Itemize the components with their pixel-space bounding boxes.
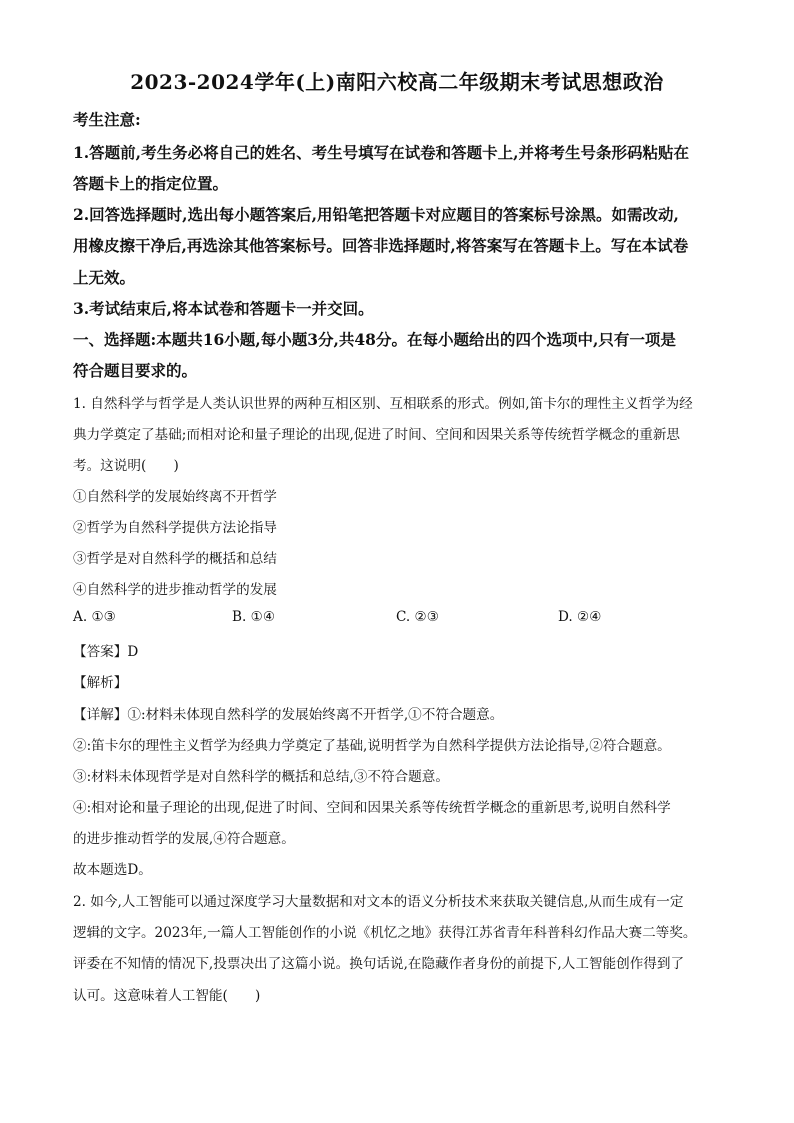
notice-item-1-line-2: 答题卡上的指定位置。 (73, 174, 229, 193)
answer-value: D (127, 644, 139, 660)
q1-detail-line-5: 的进步推动哲学的发展,④符合题意。 (73, 831, 295, 847)
q1-option-c: C. ②③ (396, 609, 439, 625)
q1-stem-line-2: 典力学奠定了基础;而相对论和量子理论的出现,促进了时间、空间和因果关系等传统哲学概念的重新思 (73, 427, 681, 443)
q2-stem-line-1: 2. 如今,人工智能可以通过深度学习大量数据和对文本的语义分析技术来获取关键信息,从而生成有一定 (73, 894, 684, 910)
q1-statement-1: ①自然科学的发展始终离不开哲学 (73, 489, 277, 505)
q1-conclusion: 故本题选D。 (73, 862, 152, 878)
q1-stem-line-3: 考。这说明( ) (73, 458, 179, 474)
q1-detail-line-1 (73, 703, 503, 723)
q1-option-a: A. ①③ (73, 609, 116, 625)
q1-analysis-tag: 【解析】 (73, 675, 128, 691)
q2-stem-line-4: 认可。这意味着人工智能( ) (73, 988, 261, 1004)
section-heading-line-1: 一、选择题:本题共16小题,每小题3分,共48分。在每小题给出的四个选项中,只有一项是 (73, 330, 676, 349)
q1-option-d: D. ②④ (558, 609, 602, 625)
notice-item-1-line-1: 1.答题前,考生务必将自己的姓名、考生号填写在试卷和答题卡上,并将考生号条形码粘贴在 (73, 143, 689, 162)
exam-title: 2023-2024学年(上)南阳六校高二年级期末考试思想政治 (130, 70, 664, 94)
q1-statement-3: ③哲学是对自然科学的概括和总结 (73, 551, 277, 567)
notice-heading: 考生注意: (73, 110, 141, 129)
q1-detail-line-3: ③:材料未体现哲学是对自然科学的概括和总结,③不符合题意。 (73, 769, 449, 785)
notice-item-2-line-1: 2.回答选择题时,选出每小题答案后,用铅笔把答题卡对应题目的答案标号涂黑。如需改动, (73, 205, 679, 224)
q1-option-b: B. ①④ (232, 609, 276, 625)
section-heading-line-2: 符合题目要求的。 (73, 361, 198, 380)
detail-tag: 【详解】 (73, 707, 128, 723)
q2-stem-line-3: 评委在不知情的情况下,投票决出了这篇小说。换句话说,在隐藏作者身份的前提下,人工智能创作得到了 (73, 956, 685, 972)
q2-stem-line-2: 逻辑的文字。2023年,一篇人工智能创作的小说《机忆之地》获得江苏省青年科普科幻作品大赛二等奖。 (73, 925, 697, 941)
q1-statement-2: ②哲学为自然科学提供方法论指导 (73, 520, 277, 536)
q1-answer (73, 640, 138, 660)
q1-statement-4: ④自然科学的进步推动哲学的发展 (73, 582, 277, 598)
q1-detail-line-2: ②:笛卡尔的理性主义哲学为经典力学奠定了基础,说明哲学为自然科学提供方法论指导,②符合题意。 (73, 738, 671, 754)
q1-detail-line-4: ④:相对论和量子理论的出现,促进了时间、空间和因果关系等传统哲学概念的重新思考,说明自然科学 (73, 800, 671, 816)
notice-item-2-line-3: 上无效。 (73, 268, 136, 287)
detail-text-1: ①:材料未体现自然科学的发展始终离不开哲学,①不符合题意。 (127, 707, 504, 723)
q1-stem-line-1: 1. 自然科学与哲学是人类认识世界的两种互相区别、互相联系的形式。例如,笛卡尔的理性主义哲学为经 (73, 396, 693, 412)
notice-item-3: 3.考试结束后,将本试卷和答题卡一并交回。 (73, 299, 374, 318)
answer-tag: 【答案】 (73, 644, 128, 660)
notice-item-2-line-2: 用橡皮擦干净后,再选涂其他答案标号。回答非选择题时,将答案写在答题卡上。写在本试卷 (73, 236, 689, 255)
